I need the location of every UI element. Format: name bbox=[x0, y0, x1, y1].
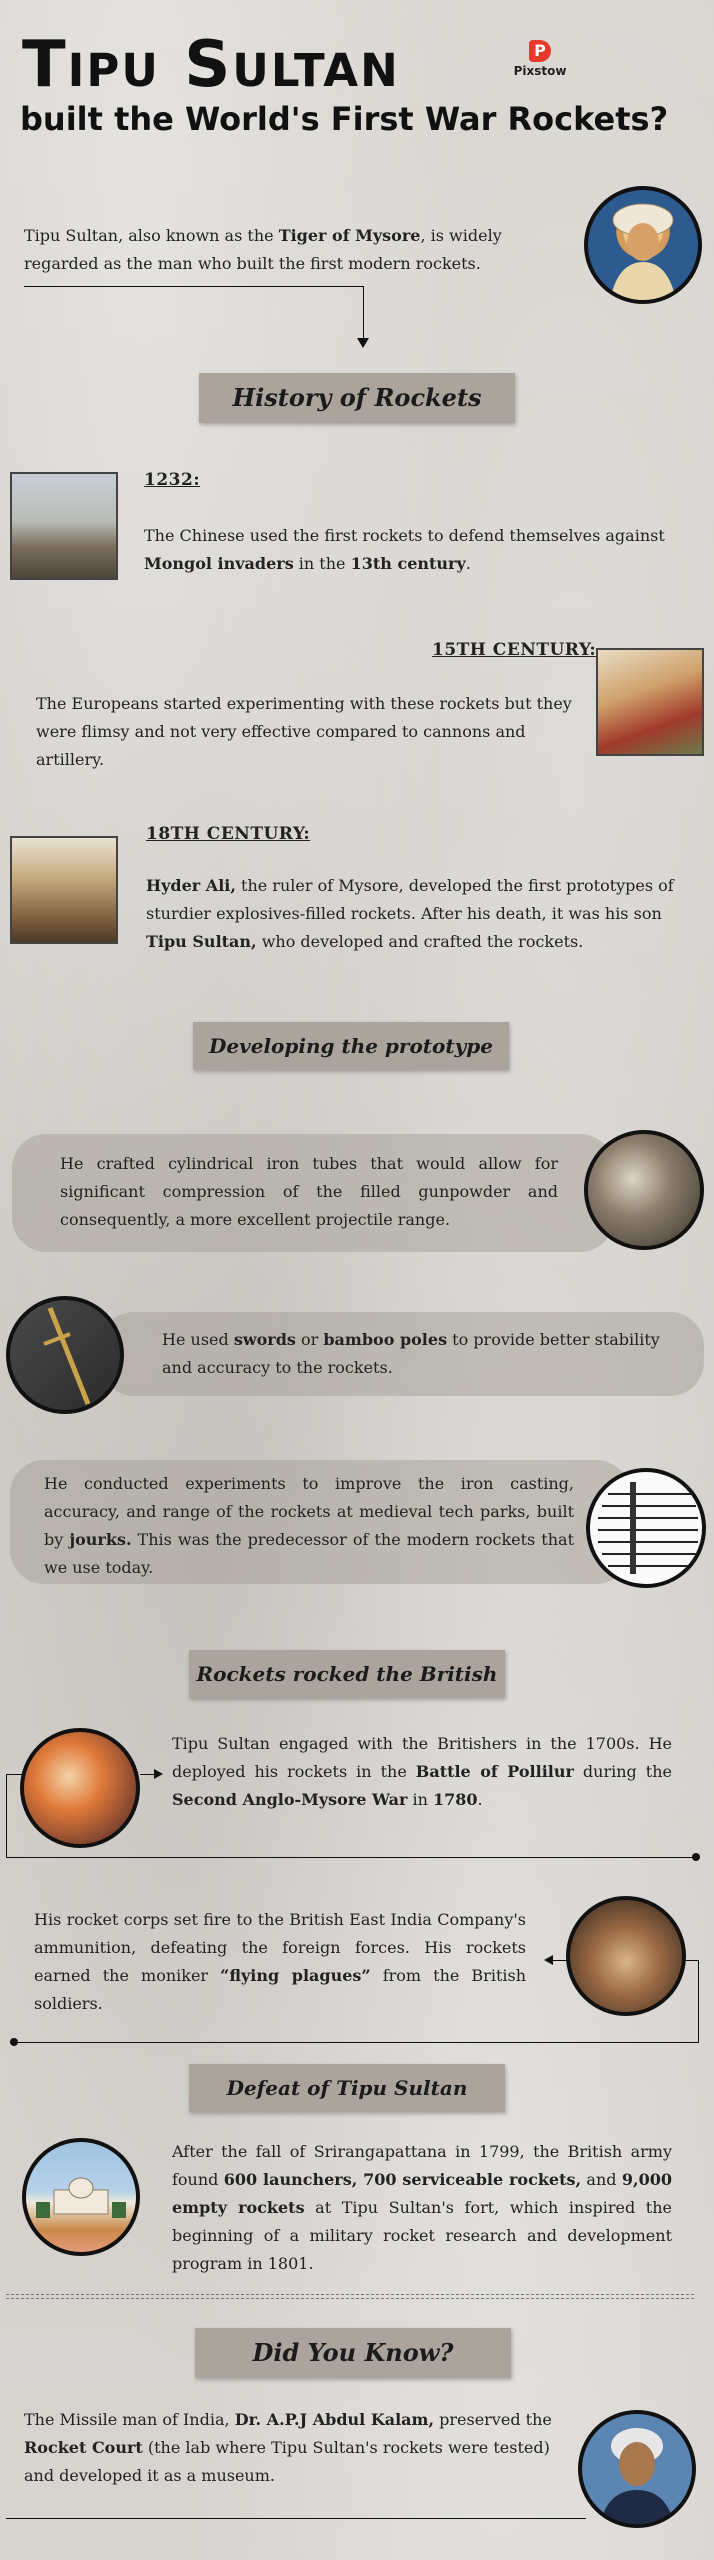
prototype-banner: Developing the prototype bbox=[193, 1022, 509, 1070]
tipu-sultan-portrait bbox=[584, 186, 702, 304]
entry-heading-18th-century: 18TH CENTURY: bbox=[146, 824, 311, 844]
arrow-right-icon bbox=[154, 1769, 163, 1779]
sword-image bbox=[6, 1296, 124, 1414]
entry-text-1232: The Chinese used the first rockets to defend themselves against Mongol invaders in the 13th century. bbox=[144, 526, 665, 573]
connector-line bbox=[6, 1857, 696, 1858]
subtitle: built the World's First War Rockets? bbox=[20, 100, 669, 138]
connector-dot bbox=[10, 2038, 18, 2046]
pixstow-logo-text: Pixstow bbox=[513, 64, 567, 78]
british-banner: Rockets rocked the British bbox=[189, 1650, 505, 1698]
main-title: Tipu Sultan bbox=[22, 28, 400, 102]
pixstow-logo-icon: P bbox=[529, 40, 551, 62]
connector-line bbox=[6, 2518, 586, 2519]
intro-text: Tipu Sultan, also known as the Tiger of Mysore, is widely regarded as the man who built the first modern rockets. bbox=[24, 226, 502, 273]
entry-heading-15th-century: 15TH CENTURY: bbox=[432, 640, 597, 660]
connector-dot bbox=[692, 1853, 700, 1861]
prototype-text-3: He conducted experiments to improve the iron casting, accuracy, and range of the rockets at medieval tech parks, built by jourks. This was the predecessor of the modern rockets that we use today. bbox=[44, 1474, 574, 1577]
british-text-1: Tipu Sultan engaged with the Britishers in the 1700s. He deployed his rockets in the Battle of Pollilur during the Second Anglo-Mysore War in 1780. bbox=[172, 1734, 672, 1809]
prototype-text-1: He crafted cylindrical iron tubes that would allow for significant compression of the filled gunpowder and consequently, a more excellent projectile range. bbox=[60, 1154, 558, 1229]
iron-tube-image bbox=[584, 1130, 704, 1250]
divider bbox=[6, 2298, 694, 2299]
entry-text-18th-century: Hyder Ali, the ruler of Mysore, developed the first prototypes of sturdier explosives-filled rockets. After his death, it was his son Tipu Sultan, who developed and crafted the rockets. bbox=[146, 876, 674, 951]
hyder-ali-portrait bbox=[10, 836, 118, 944]
connector-line bbox=[14, 2042, 699, 2043]
rocket-corps-image bbox=[566, 1896, 686, 2016]
portrait-icon bbox=[582, 2414, 692, 2524]
battle-of-pollilur-image bbox=[20, 1728, 140, 1848]
fort-icon bbox=[26, 2142, 136, 2252]
entry-heading-1232: 1232: bbox=[144, 470, 201, 490]
connector-line bbox=[24, 286, 364, 287]
pixstow-logo[interactable] bbox=[512, 40, 568, 78]
sword-icon bbox=[10, 1300, 120, 1410]
did-you-know-banner: Did You Know? bbox=[195, 2328, 511, 2378]
entry-text-15th-century: The Europeans started experimenting with these rockets but they were flimsy and not very effective compared to cannons and artillery. bbox=[36, 694, 572, 769]
arrow-down-icon bbox=[357, 338, 369, 348]
connector-line bbox=[6, 1774, 7, 1858]
connector-line bbox=[698, 1960, 699, 2042]
history-banner: History of Rockets bbox=[199, 373, 515, 423]
connector-line bbox=[363, 286, 364, 342]
defeat-text: After the fall of Srirangapattana in 1799, the British army found 600 launchers, 700 serviceable rockets, and 9,000 empty rockets at Tipu Sultan's fort, which inspired the beginning of a military rocket research and development program in 1801. bbox=[172, 2142, 673, 2273]
rocket-diagram-icon bbox=[590, 1472, 702, 1584]
connector-line bbox=[686, 1960, 698, 1961]
portrait-icon bbox=[588, 190, 698, 300]
abdul-kalam-portrait bbox=[578, 2410, 696, 2528]
rocket-diagram-image bbox=[586, 1468, 706, 1588]
defeat-banner: Defeat of Tipu Sultan bbox=[189, 2064, 505, 2112]
chinese-battle-image bbox=[10, 472, 118, 580]
divider bbox=[6, 2294, 694, 2295]
prototype-text-2: He used swords or bamboo poles to provide better stability and accuracy to the rockets. bbox=[162, 1330, 660, 1377]
fort-image bbox=[22, 2138, 140, 2256]
british-text-2: His rocket corps set fire to the British East India Company's ammunition, defeating the foreign forces. His rockets earned the moniker “flying plagues” from the British soldiers. bbox=[34, 1910, 527, 2013]
did-you-know-text: The Missile man of India, Dr. A.P.J Abdul Kalam, preserved the Rocket Court (the lab where Tipu Sultan's rockets were tested) and developed it as a museum. bbox=[24, 2410, 552, 2485]
european-rocket-image bbox=[596, 648, 704, 756]
